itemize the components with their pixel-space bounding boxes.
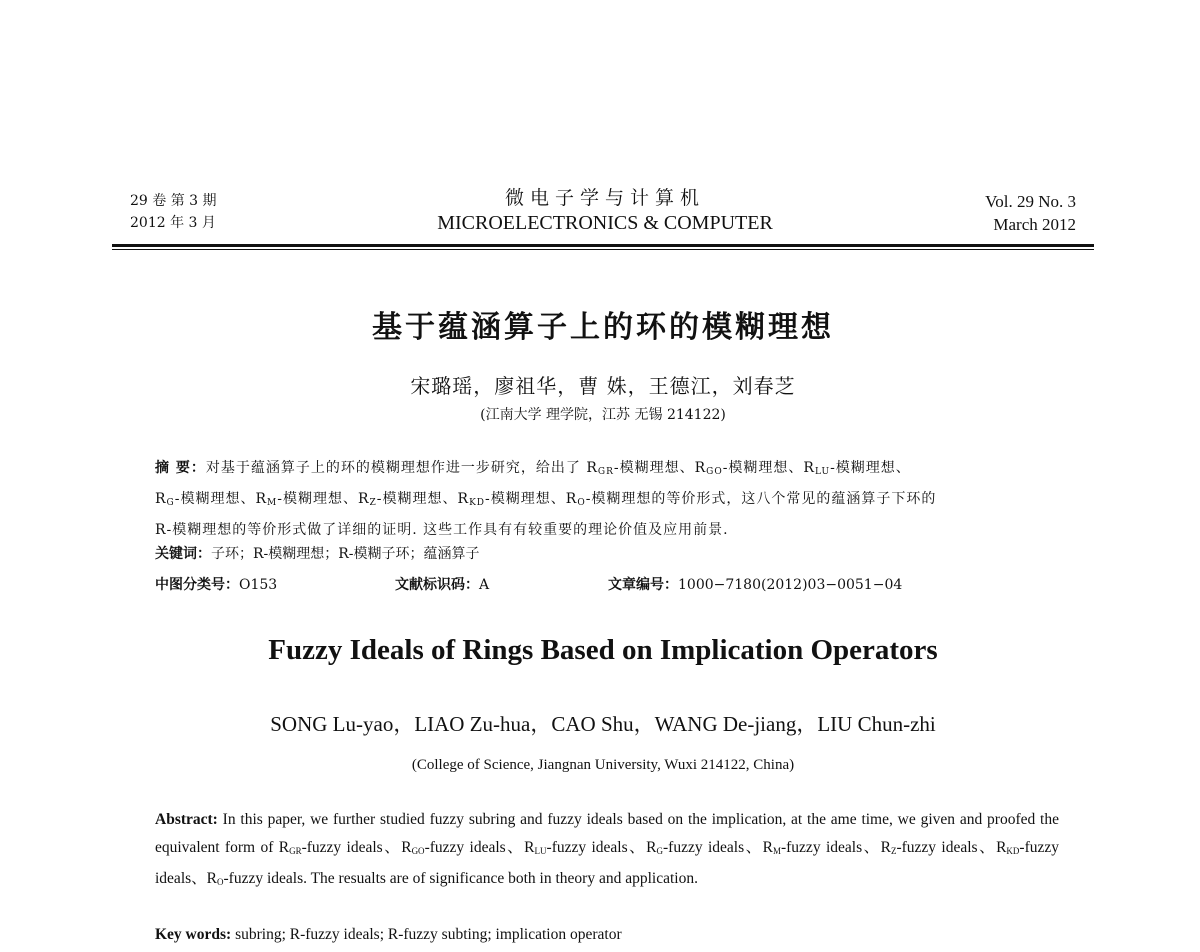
abstract-cn-text: -模糊理想、R: [722, 460, 815, 476]
clc-label: 中图分类号：: [155, 577, 239, 593]
journal-name-cn: 微电子学与计算机: [504, 187, 705, 209]
keywords-cn: [155, 543, 1085, 565]
journal-header: [360, 186, 850, 236]
subscript: KD: [469, 498, 486, 508]
subscript: O: [217, 877, 224, 887]
subscript: Z: [890, 845, 897, 856]
volume-issue-cn: 29 卷 第 3 期: [130, 193, 217, 209]
journal-name-en: MICROELECTRONICS & COMPUTER: [437, 212, 773, 234]
header-rule-thick: [112, 244, 1094, 247]
subscript: GR: [597, 467, 614, 477]
document-code: [395, 574, 489, 596]
abstract-en-text: -fuzzy ideals、R: [663, 838, 773, 856]
abstract-cn-text: -模糊理想、: [830, 460, 911, 476]
clc-number: [155, 574, 277, 596]
abstract-en-text: -fuzzy ideals、R: [301, 838, 412, 856]
abstract-cn-text: -模糊理想、R: [376, 491, 470, 507]
subscript: Z: [369, 498, 377, 508]
abstract-en-text: -fuzzy ideals、R: [546, 838, 657, 856]
subscript: M: [267, 498, 278, 508]
abstract-cn: [155, 455, 1085, 544]
affiliation-cn: (江南大学 理学院，江苏 无锡 214122): [480, 407, 726, 423]
abstract-en-text: -fuzzy ideals、R: [155, 838, 1060, 887]
date-en: March 2012: [993, 215, 1076, 234]
abstract-cn-text-1: 对基于蕴涵算子上的环的模糊理想作进一步研究，给出了 R: [205, 460, 598, 476]
issue-info-cn: [130, 190, 330, 234]
abstract-label-cn: 摘 要：: [155, 460, 206, 476]
abstract-cn-text: -模糊理想、R: [613, 460, 707, 476]
issue-info-en: [920, 190, 1076, 236]
article-label: 文章编号：: [608, 577, 678, 593]
volume-issue-en: Vol. 29 No. 3: [985, 192, 1076, 211]
clc-value: O153: [239, 577, 278, 593]
authors-en: SONG Lu-yao，LIAO Zu-hua，CAO Shu，WANG De-jiang，LIU Chun-zhi: [270, 712, 936, 736]
abstract-en-text: -fuzzy ideals、R: [424, 838, 535, 856]
abstract-cn-text: -模糊理想、R: [277, 491, 370, 507]
subscript: GR: [289, 845, 302, 856]
abstract-label-en: Abstract:: [155, 811, 218, 828]
authors-cn: 宋璐瑶，廖祖华，曹 姝，王德江，刘春芝: [410, 374, 796, 398]
affiliation-en: (College of Science, Jiangnan University, Wuxi 214122, China): [411, 757, 795, 773]
date-cn: 2012 年 3 月: [130, 215, 216, 231]
abstract-en-text: In this paper, we further studied fuzzy subring and fuzzy ideals based on the implication, at the ame time, we given and proofed the equivalent form of R: [155, 811, 1059, 856]
paper-title-cn: 基于蕴涵算子上的环的模糊理想: [372, 310, 834, 345]
keywords-label-en: Key words:: [155, 926, 232, 943]
abstract-en-text: -fuzzy ideals、R: [780, 838, 891, 856]
paper-title-en: Fuzzy Ideals of Rings Based on Implication Operators: [268, 634, 938, 666]
subscript: G: [656, 845, 663, 856]
keywords-label-cn: 关键词：: [155, 546, 211, 562]
abstract-en-text: -fuzzy ideals. The resualts are of significance both in theory and application.: [223, 870, 698, 887]
subscript: GO: [706, 467, 723, 477]
subscript: GO: [411, 845, 425, 856]
keywords-en-text: subring; R-fuzzy ideals; R-fuzzy subting; implication operator: [231, 926, 622, 943]
abstract-cn-text: R: [155, 491, 167, 507]
abstract-cn-text: -模糊理想、R: [485, 491, 578, 507]
subscript: LU: [814, 467, 831, 477]
subscript: LU: [534, 845, 547, 856]
subscript: M: [772, 845, 781, 856]
article-number: [608, 574, 902, 596]
subscript: KD: [1006, 845, 1020, 856]
abstract-en: [155, 806, 1059, 897]
abstract-cn-text: -模糊理想、R: [174, 491, 268, 507]
subscript: O: [577, 498, 586, 508]
abstract-en-text: -fuzzy ideals、R: [896, 838, 1007, 856]
article-value: 1000−7180(2012)03−0051−04: [678, 577, 903, 593]
abstract-cn-text: -模糊理想的等价形式，这八个常见的蕴涵算子下环的: [585, 491, 937, 507]
abstract-cn-text: R-模糊理想的等价形式做了详细的证明. 这些工作具有有较重要的理论价值及应用前景.: [155, 522, 729, 538]
doc-label: 文献标识码：: [395, 577, 479, 593]
doc-value: A: [479, 577, 490, 593]
subscript: G: [166, 498, 175, 508]
header-rule-thin: [112, 249, 1094, 250]
keywords-cn-text: 子环；R-模糊理想；R-模糊子环；蕴涵算子: [211, 546, 480, 562]
keywords-en: [155, 924, 1059, 946]
